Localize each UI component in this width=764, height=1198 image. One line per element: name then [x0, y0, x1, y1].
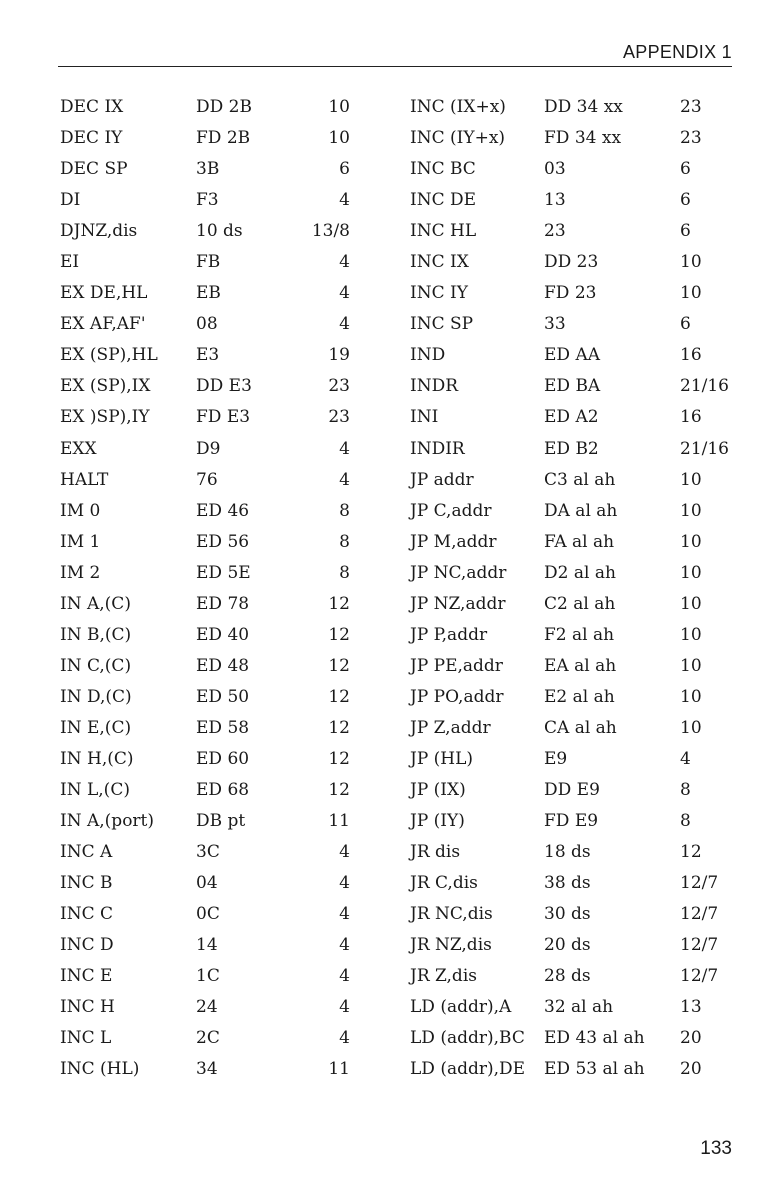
right-opcode: F2 al ah — [544, 624, 615, 645]
table-row — [0, 620, 764, 651]
right-cycles: 20 — [680, 1059, 702, 1080]
right-mnemonic: JP (HL) — [410, 748, 474, 769]
right-opcode: C2 al ah — [544, 593, 616, 614]
right-opcode: ED AA — [544, 345, 600, 366]
table-row — [0, 961, 764, 992]
right-mnemonic: JR NC,dis — [410, 904, 493, 925]
left-mnemonic: EX AF,AF' — [60, 314, 146, 335]
left-opcode: 08 — [196, 314, 218, 335]
left-cycles: 10 — [328, 97, 350, 117]
left-opcode: DD 2B — [196, 97, 252, 117]
right-cycles: 12 — [680, 842, 702, 863]
right-opcode: ED A2 — [544, 407, 599, 428]
left-cycles: 23 — [328, 407, 350, 428]
right-cycles: 10 — [680, 283, 702, 304]
left-cycles: 8 — [339, 500, 350, 521]
right-opcode: ED 43 al ah — [544, 1028, 645, 1049]
table-row — [0, 371, 764, 402]
right-cycles: 6 — [680, 159, 691, 180]
table-row — [0, 92, 764, 123]
table-row — [0, 185, 764, 216]
right-opcode: DD 23 — [544, 252, 599, 273]
right-mnemonic: INDR — [410, 376, 459, 397]
left-cycles: 4 — [339, 904, 350, 925]
left-opcode: ED 40 — [196, 624, 250, 645]
left-opcode: EB — [196, 283, 221, 304]
left-opcode: DD E3 — [196, 376, 252, 397]
right-mnemonic: JP Z,addr — [410, 717, 491, 738]
right-mnemonic: JP PE,addr — [410, 655, 503, 676]
right-cycles: 12/7 — [680, 904, 719, 925]
table-row — [0, 899, 764, 930]
right-mnemonic: IND — [410, 345, 446, 366]
right-cycles: 10 — [680, 500, 702, 521]
left-mnemonic: INC A — [60, 842, 113, 863]
right-opcode: FD E9 — [544, 811, 599, 832]
right-mnemonic: INC DE — [410, 190, 477, 211]
right-mnemonic: JP PO,addr — [410, 686, 504, 707]
left-cycles: 12 — [328, 748, 350, 769]
table-row — [0, 682, 764, 713]
right-cycles: 10 — [680, 686, 702, 707]
left-cycles: 4 — [339, 842, 350, 863]
table-row — [0, 496, 764, 527]
left-mnemonic: INC D — [60, 935, 114, 956]
left-mnemonic: INC B — [60, 873, 113, 894]
left-mnemonic: INC C — [60, 904, 114, 925]
left-mnemonic: DEC IY — [60, 128, 123, 149]
right-opcode: FA al ah — [544, 531, 615, 552]
left-opcode: ED 58 — [196, 717, 250, 738]
left-mnemonic: IN H,(C) — [60, 748, 134, 769]
right-mnemonic: INC (IY+x) — [410, 128, 506, 149]
header-rule — [58, 66, 732, 67]
right-cycles: 10 — [680, 562, 702, 583]
table-row — [0, 402, 764, 433]
right-opcode: 38 ds — [544, 873, 591, 894]
right-cycles: 16 — [680, 345, 702, 366]
left-mnemonic: HALT — [60, 469, 109, 490]
left-cycles: 10 — [328, 128, 350, 149]
table-row — [0, 713, 764, 744]
right-opcode: ED 53 al ah — [544, 1059, 645, 1080]
left-opcode: ED 60 — [196, 748, 250, 769]
left-mnemonic: EI — [60, 252, 80, 273]
right-cycles: 12/7 — [680, 873, 719, 894]
left-cycles: 12 — [328, 624, 350, 645]
right-cycles: 10 — [680, 655, 702, 676]
left-cycles: 4 — [339, 283, 350, 304]
right-opcode: 03 — [544, 159, 566, 180]
left-cycles: 12 — [328, 780, 350, 801]
right-mnemonic: INC SP — [410, 314, 474, 335]
right-opcode: 33 — [544, 314, 566, 335]
left-mnemonic: IM 2 — [60, 562, 101, 583]
right-opcode: FD 34 xx — [544, 128, 622, 149]
right-opcode: CA al ah — [544, 717, 617, 738]
left-cycles: 4 — [339, 469, 350, 490]
left-opcode: 34 — [196, 1059, 218, 1080]
table-row — [0, 527, 764, 558]
right-cycles: 21/16 — [680, 438, 729, 459]
table-row — [0, 309, 764, 340]
table-row — [0, 806, 764, 837]
table-row — [0, 216, 764, 247]
right-cycles: 12/7 — [680, 935, 719, 956]
right-opcode: 13 — [544, 190, 566, 211]
left-cycles: 23 — [328, 376, 350, 397]
left-opcode: 2C — [196, 1028, 220, 1049]
left-opcode: ED 50 — [196, 686, 250, 707]
left-cycles: 4 — [339, 190, 350, 211]
right-mnemonic: INI — [410, 407, 439, 428]
right-cycles: 10 — [680, 717, 702, 738]
right-mnemonic: INC HL — [410, 221, 477, 242]
right-mnemonic: JR dis — [410, 842, 461, 863]
table-row — [0, 558, 764, 589]
left-opcode: FD 2B — [196, 128, 251, 149]
left-opcode: ED 68 — [196, 780, 250, 801]
left-mnemonic: INC E — [60, 966, 113, 987]
right-opcode: DD 34 xx — [544, 97, 623, 117]
right-opcode: ED BA — [544, 376, 601, 397]
right-opcode: DD E9 — [544, 780, 600, 801]
left-mnemonic: DJNZ,dis — [60, 221, 138, 242]
left-cycles: 4 — [339, 1028, 350, 1049]
right-cycles: 20 — [680, 1028, 702, 1049]
right-cycles: 21/16 — [680, 376, 729, 397]
right-opcode: 32 al ah — [544, 997, 614, 1018]
table-row — [0, 247, 764, 278]
left-mnemonic: EX (SP),HL — [60, 345, 158, 366]
left-cycles: 12 — [328, 686, 350, 707]
right-mnemonic: JP M,addr — [410, 531, 497, 552]
left-cycles: 4 — [339, 873, 350, 894]
left-cycles: 12 — [328, 593, 350, 614]
left-cycles: 11 — [328, 1059, 350, 1080]
right-opcode: FD 23 — [544, 283, 597, 304]
left-cycles: 6 — [339, 159, 350, 180]
table-row — [0, 340, 764, 371]
left-opcode: FD E3 — [196, 407, 251, 428]
table-row — [0, 1023, 764, 1054]
table-row — [0, 868, 764, 899]
left-opcode: FB — [196, 252, 221, 273]
table-row — [0, 837, 764, 868]
left-mnemonic: INC H — [60, 997, 115, 1018]
right-mnemonic: INDIR — [410, 438, 465, 459]
left-opcode: E3 — [196, 345, 220, 366]
right-cycles: 16 — [680, 407, 702, 428]
right-mnemonic: LD (addr),DE — [410, 1059, 526, 1080]
left-cycles: 8 — [339, 562, 350, 583]
left-cycles: 4 — [339, 935, 350, 956]
right-opcode: E9 — [544, 748, 568, 769]
left-mnemonic: IN D,(C) — [60, 686, 132, 707]
left-mnemonic: IN B,(C) — [60, 624, 132, 645]
right-mnemonic: JR NZ,dis — [410, 935, 492, 956]
left-cycles: 4 — [339, 438, 350, 459]
left-mnemonic: IN A,(port) — [60, 811, 155, 832]
left-cycles: 13/8 — [311, 221, 350, 242]
right-cycles: 8 — [680, 811, 691, 832]
right-opcode: 20 ds — [544, 935, 591, 956]
left-mnemonic: EXX — [60, 438, 97, 459]
right-cycles: 23 — [680, 128, 702, 149]
left-mnemonic: IN L,(C) — [60, 780, 130, 801]
right-opcode: EA al ah — [544, 655, 617, 676]
left-opcode: 04 — [196, 873, 218, 894]
left-cycles: 11 — [328, 811, 350, 832]
left-cycles: 4 — [339, 966, 350, 987]
left-mnemonic: INC L — [60, 1028, 112, 1049]
running-head: APPENDIX 1 — [622, 42, 732, 62]
right-cycles: 12/7 — [680, 966, 719, 987]
left-mnemonic: EX DE,HL — [60, 283, 148, 304]
right-cycles: 10 — [680, 593, 702, 614]
left-cycles: 4 — [339, 314, 350, 335]
left-cycles: 12 — [328, 655, 350, 676]
right-opcode: D2 al ah — [544, 562, 616, 583]
right-opcode: 18 ds — [544, 842, 591, 863]
left-mnemonic: IN A,(C) — [60, 593, 131, 614]
right-mnemonic: JP (IX) — [410, 780, 466, 801]
right-mnemonic: JP P,addr — [410, 624, 488, 645]
table-row — [0, 992, 764, 1023]
right-mnemonic: JP C,addr — [410, 500, 492, 521]
table-row — [0, 1054, 764, 1085]
right-mnemonic: JR C,dis — [410, 873, 478, 894]
left-mnemonic: IM 1 — [60, 531, 101, 552]
right-mnemonic: LD (addr),BC — [410, 1028, 525, 1049]
table-row — [0, 278, 764, 309]
left-opcode: DB pt — [196, 811, 246, 832]
left-opcode: ED 5E — [196, 562, 251, 583]
left-opcode: 24 — [196, 997, 218, 1018]
table-row — [0, 930, 764, 961]
table-row — [0, 589, 764, 620]
left-cycles: 19 — [328, 345, 350, 366]
left-mnemonic: IN E,(C) — [60, 717, 132, 738]
left-cycles: 4 — [339, 252, 350, 273]
left-opcode: ED 56 — [196, 531, 250, 552]
left-opcode: 14 — [196, 935, 218, 956]
page-number: 133 — [700, 1138, 732, 1159]
right-cycles: 6 — [680, 221, 691, 242]
left-mnemonic: DEC IX — [60, 97, 124, 117]
right-cycles: 8 — [680, 780, 691, 801]
left-opcode: 1C — [196, 966, 220, 987]
table-row — [0, 154, 764, 185]
left-mnemonic: IN C,(C) — [60, 655, 132, 676]
right-opcode: 30 ds — [544, 904, 591, 925]
right-cycles: 6 — [680, 190, 691, 211]
left-opcode: F3 — [196, 190, 219, 211]
left-opcode: D9 — [196, 438, 221, 459]
table-row — [0, 434, 764, 465]
right-opcode: E2 al ah — [544, 686, 615, 707]
left-opcode: 3B — [196, 159, 220, 180]
right-cycles: 6 — [680, 314, 691, 335]
right-opcode: 28 ds — [544, 966, 591, 987]
right-cycles: 10 — [680, 531, 702, 552]
table-row — [0, 123, 764, 154]
left-opcode: 10 ds — [196, 221, 243, 242]
right-mnemonic: INC IX — [410, 252, 469, 273]
left-opcode: 3C — [196, 842, 220, 863]
left-mnemonic: IM 0 — [60, 500, 101, 521]
right-opcode: DA al ah — [544, 500, 618, 521]
right-mnemonic: JP addr — [410, 469, 474, 490]
left-mnemonic: DI — [60, 190, 81, 211]
right-mnemonic: INC IY — [410, 283, 468, 304]
right-cycles: 10 — [680, 624, 702, 645]
left-cycles: 12 — [328, 717, 350, 738]
instruction-table — [0, 92, 764, 1086]
left-mnemonic: INC (HL) — [60, 1059, 140, 1080]
right-cycles: 23 — [680, 97, 702, 117]
right-mnemonic: JP (IY) — [410, 811, 465, 832]
right-cycles: 10 — [680, 252, 702, 273]
left-opcode: ED 78 — [196, 593, 250, 614]
right-cycles: 10 — [680, 469, 702, 490]
right-cycles: 13 — [680, 997, 702, 1018]
table-row — [0, 775, 764, 806]
right-opcode: ED B2 — [544, 438, 599, 459]
left-mnemonic: EX )SP),IY — [60, 407, 150, 428]
right-mnemonic: INC (IX+x) — [410, 97, 506, 117]
right-mnemonic: JP NC,addr — [410, 562, 507, 583]
right-mnemonic: JP NZ,addr — [410, 593, 506, 614]
right-opcode: C3 al ah — [544, 469, 616, 490]
left-opcode: 0C — [196, 904, 220, 925]
left-opcode: ED 46 — [196, 500, 250, 521]
left-opcode: 76 — [196, 469, 218, 490]
table-row — [0, 465, 764, 496]
left-mnemonic: EX (SP),IX — [60, 376, 151, 397]
right-mnemonic: INC BC — [410, 159, 476, 180]
left-opcode: ED 48 — [196, 655, 250, 676]
left-mnemonic: DEC SP — [60, 159, 128, 180]
right-mnemonic: LD (addr),A — [410, 997, 512, 1018]
right-opcode: 23 — [544, 221, 566, 242]
left-cycles: 4 — [339, 997, 350, 1018]
table-row — [0, 651, 764, 682]
left-cycles: 8 — [339, 531, 350, 552]
table-row — [0, 744, 764, 775]
right-mnemonic: JR Z,dis — [410, 966, 477, 987]
right-cycles: 4 — [680, 748, 691, 769]
